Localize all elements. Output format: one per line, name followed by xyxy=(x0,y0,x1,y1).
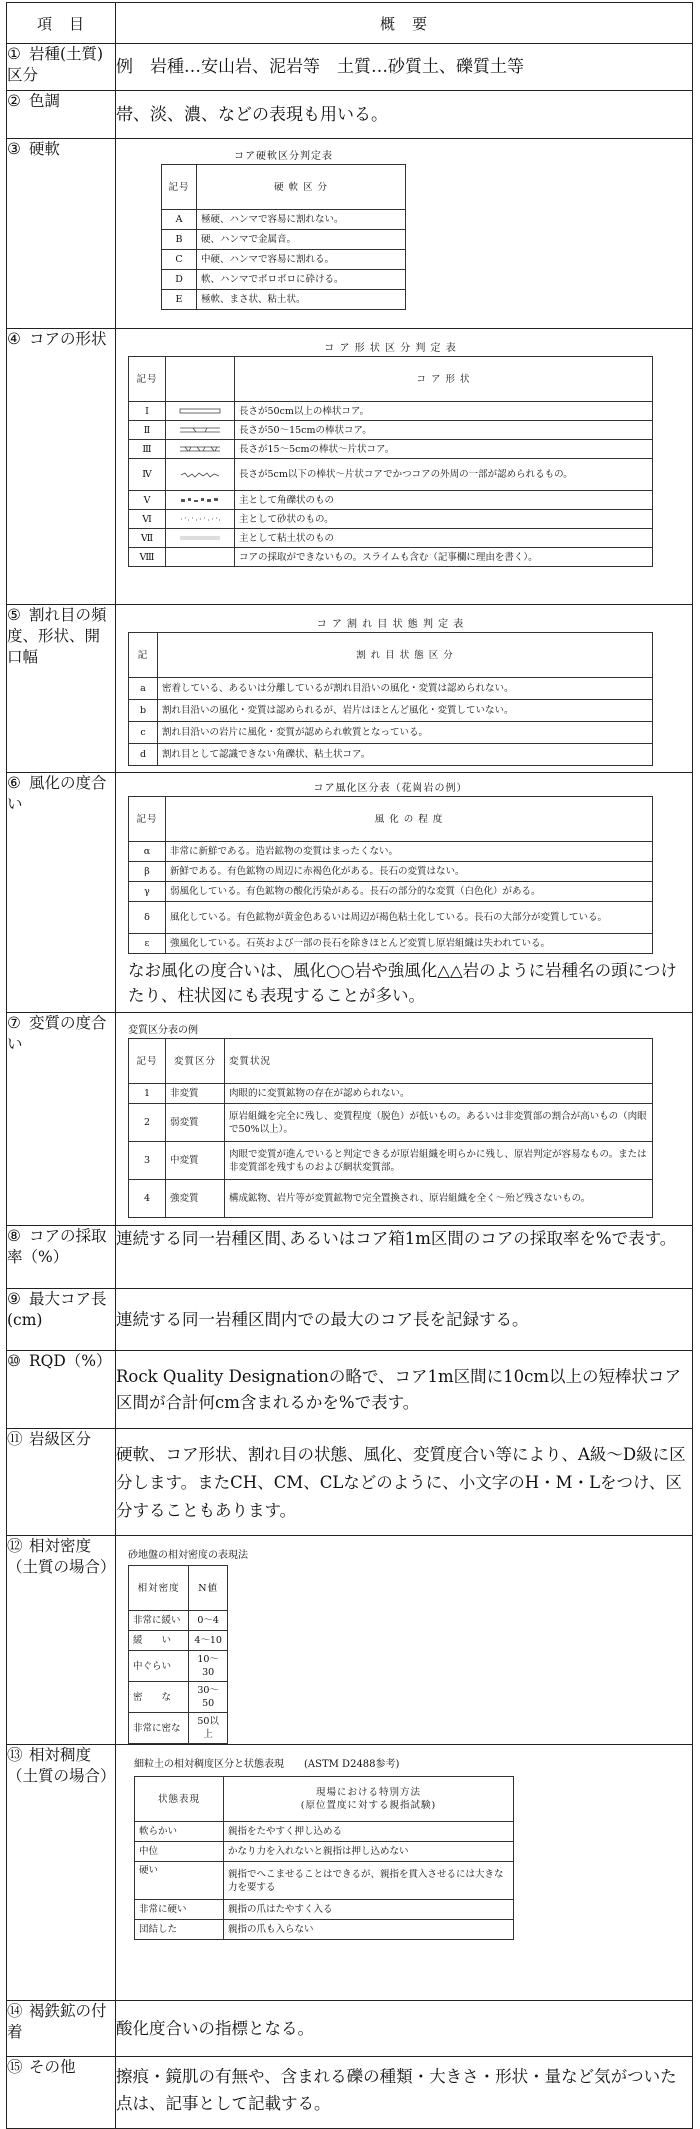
crack-table-title: コ ア 割 れ 目 状 態 判 定 表 xyxy=(316,619,465,630)
density-class: 緩 い xyxy=(129,1631,189,1651)
core-shape-desc: 長さが15～5cmの棒状～片状コア。 xyxy=(235,440,653,459)
item-cell xyxy=(7,1226,116,1289)
density-nvalue: 10～30 xyxy=(189,1651,228,1682)
table-row xyxy=(7,329,693,605)
desc-cell: 擦痕・鏡肌の有無や、含まれる礫の種類・大きさ・形状・量など気がついた点は、記事として記載する。 xyxy=(116,2057,693,2129)
consistency-state: 硬い xyxy=(135,1862,224,1900)
item-label: 最大コア長(cm) xyxy=(7,1290,107,1329)
weathering-desc: 弱風化している。有色鉱物の酸化汚染がある。長石の部分的な変質（白色化）がある。 xyxy=(166,882,653,902)
density-class: 非常に緩い xyxy=(129,1611,189,1631)
core-shape-desc: 長さが50cm以上の棒状コア。 xyxy=(235,402,653,421)
item-cell xyxy=(7,139,116,329)
item-label: 相対密度（土質の場合） xyxy=(7,1537,116,1576)
density-nvalue: 30～50 xyxy=(189,1682,228,1713)
core-shape-diagram xyxy=(166,402,235,421)
density-nvalue: 0～4 xyxy=(189,1611,228,1631)
desc-cell xyxy=(116,139,693,329)
item-label: 割れ目の頻度、形状、開口幅 xyxy=(7,606,107,666)
desc-cell xyxy=(116,773,693,1013)
consistency-state: 中位 xyxy=(135,1842,224,1862)
weathering-symbol: β xyxy=(129,862,166,882)
hardness-table-title: コア硬軟区分判定表 xyxy=(234,151,333,162)
crack-symbol: a xyxy=(129,678,158,700)
alteration-header-symbol: 記号 xyxy=(129,1039,166,1084)
crack-symbol: b xyxy=(129,700,158,722)
row-number: ⑫ xyxy=(7,1537,23,1555)
table-row xyxy=(7,1429,693,1536)
alteration-symbol: 1 xyxy=(129,1084,166,1104)
item-label: 岩種(土質)区分 xyxy=(7,45,104,84)
density-header-class: 相対密度 xyxy=(129,1566,189,1611)
desc-cell: 連続する同一岩種区間内での最大のコア長を記録する。 xyxy=(116,1289,693,1351)
hardness-desc: 中硬、ハンマで容易に割れる。 xyxy=(197,250,406,270)
density-class: 密 な xyxy=(129,1682,189,1713)
crack-header-symbol: 記 xyxy=(129,633,158,678)
item-cell xyxy=(7,1536,116,1745)
item-label: コアの採取率（%） xyxy=(7,1227,107,1266)
crack-desc: 割れ目沿いの岩片に風化・変質が認められ軟質となっている。 xyxy=(158,722,653,744)
hardness-symbol: E xyxy=(162,290,197,310)
alteration-header-status: 変質状況 xyxy=(225,1039,653,1084)
hardness-desc: 軟、ハンマでボロボロに砕ける。 xyxy=(197,270,406,290)
alteration-class: 弱変質 xyxy=(166,1104,225,1142)
item-label: 色調 xyxy=(29,92,61,110)
desc-cell xyxy=(116,1013,693,1226)
core-shape-symbol: Ⅰ xyxy=(129,402,166,421)
core-shape-symbol: Ⅷ xyxy=(129,548,166,567)
summary-header: 概 要 xyxy=(116,3,693,44)
table-row xyxy=(7,1536,693,1745)
density-table-title: 砂地盤の相対密度の表現法 xyxy=(128,1550,248,1561)
item-label: 変質の度合い xyxy=(7,1014,107,1053)
core-shape-symbol: Ⅳ xyxy=(129,459,166,491)
item-label: 相対稠度（土質の場合） xyxy=(7,1746,116,1785)
table-row xyxy=(7,1226,693,1289)
consistency-method: 親指の爪はたやすく入る xyxy=(224,1900,514,1920)
table-row xyxy=(7,91,693,139)
table-row xyxy=(7,1013,693,1226)
consistency-method: かなり力を入れないと親指は押し込めない xyxy=(224,1842,514,1862)
consistency-state: 団結した xyxy=(135,1920,224,1940)
item-cell xyxy=(7,44,116,91)
row-number: ⑧ xyxy=(7,1227,21,1245)
density-nvalue: 50以上 xyxy=(189,1713,228,1744)
item-cell xyxy=(7,773,116,1013)
row-number: ⑭ xyxy=(7,2002,23,2020)
core-shape-header-shape: コ ア 形 状 xyxy=(235,357,653,402)
core-shape-symbol: Ⅴ xyxy=(129,491,166,510)
core-shape-desc: 主として角礫状のもの xyxy=(235,491,653,510)
weathering-header-degree: 風 化 の 程 度 xyxy=(166,797,653,842)
consistency-header-state: 状態表現 xyxy=(135,1777,224,1822)
desc-cell: 帯、淡、濃、などの表現も用いる。 xyxy=(116,91,693,139)
alteration-table xyxy=(128,1038,653,1218)
item-label: 風化の度合い xyxy=(7,774,107,813)
core-shape-diagram xyxy=(166,529,235,548)
alteration-class: 中変質 xyxy=(166,1142,225,1180)
alteration-class: 非変質 xyxy=(166,1084,225,1104)
item-cell xyxy=(7,1013,116,1226)
crack-desc: 密着している、あるいは分離しているが割れ目沿いの風化・変質は認められない。 xyxy=(158,678,653,700)
item-label: 岩級区分 xyxy=(29,1430,92,1448)
desc-cell xyxy=(116,1745,693,2001)
desc-cell: 硬軟、コア形状、割れ目の状態、風化、変質度合い等により、A級～D級に区分します。またCH、CM、CLなどのように、小文字のH・M・Lをつけ、区分することもあります。 xyxy=(116,1429,693,1536)
alteration-table-title: 変質区分表の例 xyxy=(128,1025,198,1036)
weathering-symbol: δ xyxy=(129,902,166,934)
hardness-symbol: A xyxy=(162,210,197,230)
item-label: その他 xyxy=(29,2058,76,2076)
row-number: ⑨ xyxy=(7,1290,21,1308)
desc-cell: 連続する同一岩種区間､あるいはコア箱1m区間のコアの採取率を%で表す。 xyxy=(116,1226,693,1289)
consistency-method: 親指をたやすく押し込める xyxy=(224,1822,514,1842)
alteration-desc: 原岩組織を完全に残し、変質程度（脱色）が低いもの。あるいは非変質部の割合が高いもの（肉眼で50%以上）。 xyxy=(225,1104,653,1142)
item-label: 硬軟 xyxy=(29,140,61,158)
core-shape-desc: 主として粘土状のもの xyxy=(235,529,653,548)
hardness-table xyxy=(161,164,406,310)
row-number: ⑬ xyxy=(7,1746,23,1764)
table-row xyxy=(7,2057,693,2129)
alteration-desc: 肉眼的に変質鉱物の存在が認められない。 xyxy=(225,1084,653,1104)
item-cell xyxy=(7,91,116,139)
table-row xyxy=(7,1745,693,2001)
core-shape-desc: 主として砂状のもの。 xyxy=(235,510,653,529)
consistency-table-title: 細粒土の相対稠度区分と状態表現 (ASTM D2488参考) xyxy=(134,1759,400,1770)
core-shape-diagram xyxy=(166,440,235,459)
core-shape-diagram xyxy=(166,548,235,567)
consistency-header-method-line1: 現場における特別方法 xyxy=(315,1787,421,1798)
consistency-method: 親指でへこませることはできるが、親指を貫入させるには大きな力を要する xyxy=(224,1862,514,1900)
item-cell xyxy=(7,605,116,773)
item-cell xyxy=(7,1429,116,1536)
density-nvalue: 4～10 xyxy=(189,1631,228,1651)
weathering-desc: 非常に新鮮である。造岩鉱物の変質はまったくない。 xyxy=(166,842,653,862)
item-cell xyxy=(7,2001,116,2057)
hardness-symbol: C xyxy=(162,250,197,270)
alteration-symbol: 4 xyxy=(129,1180,166,1218)
item-cell xyxy=(7,329,116,605)
row-number: ⑮ xyxy=(7,2058,23,2076)
core-shape-desc: 長さが50～15cmの棒状コア。 xyxy=(235,421,653,440)
row-number: ② xyxy=(7,92,21,110)
table-header-row xyxy=(7,3,693,44)
crack-symbol: c xyxy=(129,722,158,744)
desc-cell: Rock Quality Designationの略で、コア1m区間に10cm以上の短棒状コア区間が合計何cm含まれるかを%で表す。 xyxy=(116,1351,693,1429)
hardness-desc: 極硬、ハンマで容易に割れない。 xyxy=(197,210,406,230)
weathering-desc: 風化している。有色鉱物が黄金色あるいは周辺が褐色粘土化している。長石の大部分が変質している。 xyxy=(166,902,653,934)
desc-cell xyxy=(116,605,693,773)
table-row xyxy=(7,1351,693,1429)
item-cell xyxy=(7,1351,116,1429)
core-shape-symbol: Ⅶ xyxy=(129,529,166,548)
crack-desc: 割れ目として認識できない角礫状、粘土状コア。 xyxy=(158,744,653,766)
item-label: RQD（%） xyxy=(29,1352,112,1370)
alteration-symbol: 3 xyxy=(129,1142,166,1180)
density-class: 非常に密な xyxy=(129,1713,189,1744)
item-cell xyxy=(7,2057,116,2129)
density-table xyxy=(128,1565,228,1744)
row-number: ⑥ xyxy=(7,774,21,792)
alteration-symbol: 2 xyxy=(129,1104,166,1142)
row-number: ⑪ xyxy=(7,1430,23,1448)
core-shape-diagram xyxy=(166,459,235,491)
consistency-method: 親指の爪も入らない xyxy=(224,1920,514,1940)
core-shape-symbol: Ⅲ xyxy=(129,440,166,459)
crack-symbol: d xyxy=(129,744,158,766)
row-number: ⑩ xyxy=(7,1352,21,1370)
item-label: コアの形状 xyxy=(29,330,107,348)
table-row xyxy=(7,44,693,91)
hardness-header-class: 硬 軟 区 分 xyxy=(197,165,406,210)
weathering-symbol: α xyxy=(129,842,166,862)
density-header-nvalue: N値 xyxy=(189,1566,228,1611)
core-shape-header-symbol: 記号 xyxy=(129,357,166,402)
row-number: ① xyxy=(7,45,21,63)
core-shape-table-title: コ ア 形 状 区 分 判 定 表 xyxy=(324,343,457,354)
consistency-state: 非常に硬い xyxy=(135,1900,224,1920)
crack-desc: 割れ目沿いの風化・変質は認められるが、岩片はほとんど風化・変質していない。 xyxy=(158,700,653,722)
consistency-header-method xyxy=(224,1777,514,1822)
row-number: ③ xyxy=(7,140,21,158)
core-shape-diagram xyxy=(166,510,235,529)
item-label: 褐鉄鉱の付着 xyxy=(7,2002,107,2041)
crack-table xyxy=(128,632,653,766)
table-row xyxy=(7,2001,693,2057)
weathering-header-symbol: 記号 xyxy=(129,797,166,842)
hardness-header-symbol: 記号 xyxy=(162,165,197,210)
core-shape-table xyxy=(128,356,653,567)
density-class: 中ぐらい xyxy=(129,1651,189,1682)
item-header: 項 目 xyxy=(7,3,116,44)
table-row xyxy=(7,605,693,773)
hardness-desc: 硬、ハンマで金属音。 xyxy=(197,230,406,250)
core-shape-symbol: Ⅱ xyxy=(129,421,166,440)
weathering-symbol: ε xyxy=(129,934,166,954)
consistency-header-method-line2: (原位置度に対する親指試験) xyxy=(300,1800,437,1811)
core-shape-diagram xyxy=(166,491,235,510)
core-shape-symbol: Ⅵ xyxy=(129,510,166,529)
desc-cell xyxy=(116,1536,693,1745)
weathering-desc: 新鮮である。有色鉱物の周辺に赤褐色化がある。長石の変質はない。 xyxy=(166,862,653,882)
crack-header-class: 割 れ 目 状 態 区 分 xyxy=(158,633,653,678)
row-number: ④ xyxy=(7,330,21,348)
weathering-symbol: γ xyxy=(129,882,166,902)
core-shape-diagram xyxy=(166,421,235,440)
alteration-header-class: 変質区分 xyxy=(166,1039,225,1084)
weathering-desc: 強風化している。石英および一部の長石を除きほとんど変質し原岩組織は失われている。 xyxy=(166,934,653,954)
row-number: ⑤ xyxy=(7,606,21,624)
weathering-note: なお風化の度合いは、風化○○岩や強風化△△岩のように岩種名の頭につけたり、柱状図にも表現することが多い。 xyxy=(128,961,677,1005)
table-row xyxy=(7,1289,693,1351)
alteration-desc: 構成鉱物、岩片等が変質鉱物で完全置換され、原岩組織を全く～殆ど残さないもの。 xyxy=(225,1180,653,1218)
alteration-desc: 肉眼で変質が進んでいると判定できるが原岩組織を明らかに残し、原岩判定が容易なもの。または非変質部を残すものおよび網状変質部。 xyxy=(225,1142,653,1180)
desc-cell xyxy=(116,329,693,605)
consistency-state: 軟らかい xyxy=(135,1822,224,1842)
desc-cell: 例 岩種…安山岩、泥岩等 土質…砂質土、礫質土等 xyxy=(116,44,693,91)
row-number: ⑦ xyxy=(7,1014,21,1032)
alteration-class: 強変質 xyxy=(166,1180,225,1218)
core-shape-desc: コアの採取ができないもの。スライムも含む（記事欄に理由を書く）。 xyxy=(235,548,653,567)
hardness-symbol: D xyxy=(162,270,197,290)
item-cell xyxy=(7,1745,116,2001)
weathering-table xyxy=(128,796,653,954)
table-row xyxy=(7,773,693,1013)
weathering-table-title: コア風化区分表（花崗岩の例） xyxy=(313,783,468,794)
consistency-table xyxy=(134,1776,514,1940)
hardness-symbol: B xyxy=(162,230,197,250)
core-shape-desc: 長さが5cm以下の棒状～片状コアでかつコアの外周の一部が認められるもの。 xyxy=(235,459,653,491)
table-row xyxy=(7,139,693,329)
desc-cell: 酸化度合いの指標となる。 xyxy=(116,2001,693,2057)
core-description-table xyxy=(6,2,693,2129)
item-cell xyxy=(7,1289,116,1351)
hardness-desc: 極軟、まさ状、粘土状。 xyxy=(197,290,406,310)
